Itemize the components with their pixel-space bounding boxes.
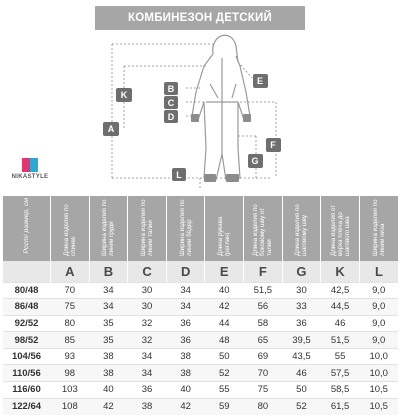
measurement-cell: 40 [205,282,244,299]
measurement-cell: 103 [51,382,90,399]
measurement-cell: 69 [244,348,283,365]
size-table-body [3,282,399,415]
table-row [3,282,399,299]
measurement-cell: 30 [128,282,167,299]
column-header-text: Длина рукава (реглан) [217,216,232,256]
measurement-cell: 34 [89,282,128,299]
measurement-cell: 42,5 [321,282,360,299]
column-header [128,196,167,261]
measurement-cell: 38 [166,365,205,382]
label-d: D [167,112,175,122]
column-letter: C [128,261,167,282]
measurement-cell: 40 [89,382,128,399]
column-header [89,196,128,261]
measurement-cell: 46 [321,315,360,332]
measurement-cell: 48 [205,332,244,349]
size-cell: 122/64 [3,398,51,415]
measurement-cell: 36 [166,315,205,332]
measurement-cell: 44 [205,315,244,332]
measurement-cell: 55 [321,348,360,365]
measurement-cell: 51,5 [244,282,283,299]
measurement-cell: 34 [128,348,167,365]
column-header-text: Ширина изделия по линии талии [140,199,155,256]
measurement-cell: 36 [166,332,205,349]
column-header [359,196,398,261]
column-letter: L [359,261,398,282]
measurement-cell: 80 [244,398,283,415]
column-header-text: Длина изделия по боковому шву от талии [252,204,274,256]
size-cell: 104/56 [3,348,51,365]
label-l: L [176,170,182,180]
size-cell: 92/52 [3,315,51,332]
measurement-cell: 10,5 [359,382,398,399]
measurement-cell: 75 [244,382,283,399]
measurement-cell: 44,5 [321,299,360,316]
column-header [244,196,283,261]
measurement-cell: 40 [166,382,205,399]
measurement-cell: 34 [89,299,128,316]
measurement-cell: 36 [128,382,167,399]
size-table [2,196,398,415]
size-cell: 110/56 [3,365,51,382]
column-letter: B [89,261,128,282]
body-outline [192,54,250,180]
measurement-cell: 59 [205,398,244,415]
column-header [51,196,90,261]
label-b: B [167,84,175,94]
measurement-cell: 38 [89,348,128,365]
column-header [321,196,360,261]
measurement-cell: 35 [89,332,128,349]
measurement-cell: 55 [205,382,244,399]
measurement-cell: 85 [51,332,90,349]
measurement-cell: 42 [89,398,128,415]
column-header-text: Ширина изделия по линии низа [371,199,386,256]
label-c: C [167,98,175,108]
table-row [3,348,399,365]
measurement-cell: 32 [128,332,167,349]
measurement-cell: 50 [205,348,244,365]
table-row [3,398,399,415]
size-cell: 86/48 [3,299,51,316]
measurement-cell: 61,5 [321,398,360,415]
column-header-text: Длина изделия по шаговому шву [294,204,309,256]
table-row [3,315,399,332]
column-header [166,196,205,261]
measurement-cell: 42 [205,299,244,316]
measurement-cell: 51,5 [321,332,360,349]
garment-diagram [0,28,400,198]
measurement-cell: 30 [282,282,321,299]
measurement-cell: 56 [244,299,283,316]
measurement-cell: 58,5 [321,382,360,399]
measurement-cell: 42 [166,398,205,415]
measurement-cell: 93 [51,348,90,365]
table-row [3,299,399,316]
column-header [205,196,244,261]
measurement-cell: 34 [166,282,205,299]
table-row [3,332,399,349]
size-cell: 80/48 [3,282,51,299]
page-title: КОМБИНЕЗОН ДЕТСКИЙ [95,6,305,30]
measurement-cell: 75 [51,299,90,316]
brand-logo-icon [22,158,38,172]
column-header-text: Длина изделия по спинке [62,204,77,256]
measurement-cell: 34 [166,299,205,316]
measurement-cell: 70 [244,365,283,382]
column-header [282,196,321,261]
column-header-text: Рост/ размер, см [23,198,30,254]
measurement-cell: 33 [282,299,321,316]
brand-logo [10,158,50,180]
label-g: G [251,156,259,166]
measurement-cell: 43,5 [282,348,321,365]
column-letter: D [166,261,205,282]
measurement-cell: 10,5 [359,398,398,415]
size-table-wrap [2,196,398,415]
measurement-cell: 9,0 [359,299,398,316]
column-header [3,196,51,261]
measurement-cell: 50 [282,382,321,399]
measurement-cell: 10,0 [359,365,398,382]
column-letter: K [321,261,360,282]
brand-name: NIKASTYLE [11,174,49,180]
measurement-cell: 32 [128,315,167,332]
measurement-cell: 9,0 [359,282,398,299]
measurement-cell: 98 [51,365,90,382]
measurement-cell: 38 [128,398,167,415]
measurement-cell: 70 [51,282,90,299]
measurement-cell: 46 [282,365,321,382]
column-header-text: Длина изделия от верха плеча до шагового шва [329,204,351,256]
table-row [3,382,399,399]
measurement-cell: 35 [89,315,128,332]
measurement-cell: 52 [282,398,321,415]
column-header-text: Ширина изделия по линии бёдер [178,199,193,256]
measurement-cell: 58 [244,315,283,332]
measurement-cell: 34 [128,365,167,382]
column-letter: A [51,261,90,282]
column-header-text: Ширина изделия по линии груди [101,199,116,256]
measurement-cell: 38 [166,348,205,365]
measurement-cell: 38 [89,365,128,382]
hood-outline [213,35,238,62]
measurement-cell: 36 [282,315,321,332]
measurement-cell: 57,5 [321,365,360,382]
header-row [3,196,399,261]
column-letter: G [282,261,321,282]
measurement-cell: 10,0 [359,348,398,365]
measurement-cell: 9,0 [359,332,398,349]
label-a: A [107,124,115,134]
column-letter: F [244,261,283,282]
label-f: F [270,140,276,150]
measurement-cell: 52 [205,365,244,382]
label-e: E [256,76,264,86]
measurement-cell: 30 [128,299,167,316]
measurement-cell: 39,5 [282,332,321,349]
label-k: K [120,90,128,100]
measurement-cell: 108 [51,398,90,415]
column-letter [3,261,51,282]
measurement-cell: 9,0 [359,315,398,332]
column-letter: E [205,261,244,282]
measurement-cell: 80 [51,315,90,332]
letter-row [3,261,399,282]
table-row [3,365,399,382]
size-cell: 98/52 [3,332,51,349]
size-cell: 116/60 [3,382,51,399]
measurement-cell: 65 [244,332,283,349]
